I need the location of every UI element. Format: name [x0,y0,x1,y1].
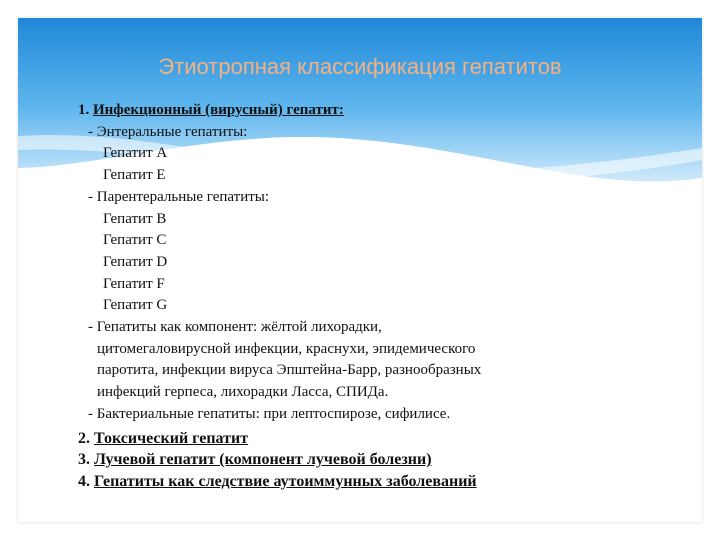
item-1 [78,100,678,122]
item-2-number: 2. [78,429,90,447]
item-3 [78,449,678,471]
list-line: - Гепатиты как компонент: жёлтой лихорадки, [88,319,382,336]
item-4-heading: Гепатиты как следствие аутоиммунных заболеваний [94,472,477,490]
list-line: Гепатит F [103,275,165,292]
list-line: Гепатит Е [103,167,166,184]
slide-title: Этиотропная классификация гепатитов [158,54,562,79]
classification-content [78,100,678,493]
list-line: Гепатит D [103,253,168,270]
list-line: Гепатит А [103,145,168,162]
item-4-number: 4. [78,472,90,490]
list-line: Гепатит В [103,210,167,227]
item-3-heading: Лучевой гепатит (компонент лучевой болезни) [94,451,432,469]
list-line: - Парентеральные гепатиты: [88,188,270,205]
item-4 [78,471,678,493]
item-1-number: 1. [78,102,90,118]
item-3-number: 3. [78,451,90,469]
list-line: инфекций герпеса, лихорадки Ласса, СПИДа. [97,384,389,401]
item-1-heading: Инфекционный (вирусный) гепатит: [93,102,344,118]
list-line: - Бактериальные гепатиты: при лептоспирозе, сифилисе. [88,405,451,422]
list-line: - Энтеральные гепатиты: [88,123,248,140]
list-line: Гепатит С [103,232,167,249]
item-2 [78,428,678,450]
list-line: паротита, инфекции вируса Эпштейна-Барр, разнообразных [97,362,482,379]
list-line: Гепатит G [103,297,168,314]
list-line: цитомегаловирусной инфекции, краснухи, эпидемического [97,340,476,357]
item-2-heading: Токсический гепатит [94,429,249,447]
